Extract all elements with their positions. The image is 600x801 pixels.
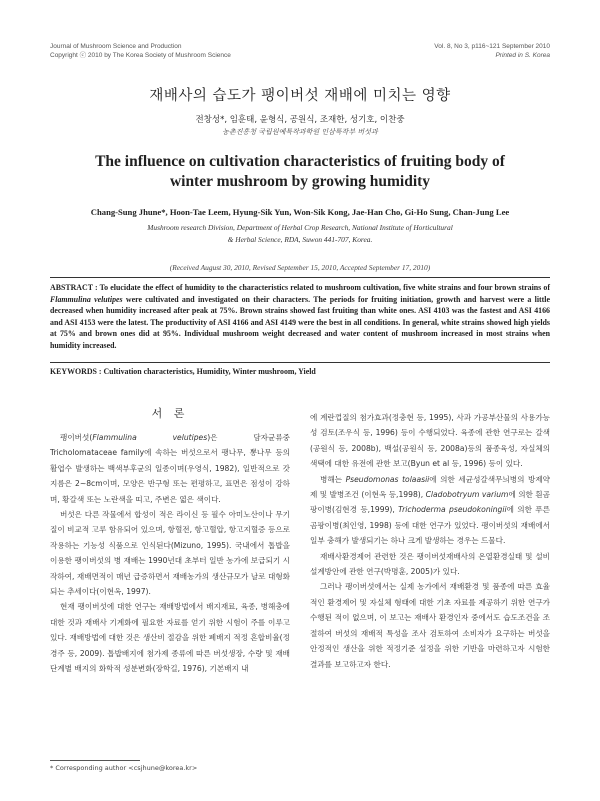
text-run: 에 의한 세균성갈색무늬병의 방제약제 및 발병조건 (이현옥 등,1998), — [310, 474, 550, 500]
journal-header — [50, 42, 231, 60]
paragraph: 그러나 팽이버섯에서는 실제 농가에서 재배환경 및 품종에 따른 효율적인 환경제어 및 자실체 형태에 대한 기초 자료를 제공하기 위한 연구가 수행된 적이 없으며, 이 보고는 재배사 환경인자 중에서도 습도조건을 조절하여 버섯의 재배적 특성을 조사 검토하여 소비자가 요구하는 버섯을 안정적인 생산을 위한 적정기준 설정을 위한 기반을 마련하고자 시험한 결과를 보고하고자 한다. — [310, 582, 550, 669]
species-name: Pseudomonas tolaasii — [345, 474, 430, 484]
text-run: 병해는 — [320, 474, 346, 484]
paragraph: 버섯은 다른 작물에서 합성이 적은 라이신 등 필수 아미노산이나 무기질이 비교적 고루 함유되어 있으며, 항혈전, 항고혈압, 항고지혈증 등으로 작용하는 기능성 식품으로 인식된다(Mizuno, 1995). 국내에서 톱밥을 이용한 팽이버섯의 병 재배는 1990년대 초부터 일반 농가에 보급되기 시작하여, 재배면적이 매년 급증하면서 재배농가의 생산규모가 날로 대형화되는 추세이다(이현옥, 1997). — [50, 510, 290, 597]
text-run: 팽이버섯( — [60, 433, 93, 442]
text-run: 에 의한 흰곰팡이병(김현경 등,1999), — [310, 490, 550, 515]
copyright-line: Copyright ⓒ 2010 by The Korea Society of Mushroom Science — [50, 52, 231, 59]
paragraph — [310, 472, 550, 549]
english-authors: Chang-Sung Jhune*, Hoon-Tae Leem, Hyung-Sik Yun, Won-Sik Kong, Jae-Han Cho, Gi-Ho Sung, Chan-Jung Lee — [90, 207, 510, 217]
abstract-top-rule — [50, 277, 550, 278]
species-name: Flammulina velutipes — [92, 433, 208, 442]
received-dates: (Received August 30, 2010, Revised September 15, 2010, Accepted September 17, 2010) — [169, 263, 431, 272]
volume-header — [434, 42, 550, 60]
affiliation-line-1: Mushroom research Division, Department of Herbal Crop Research, National Institute of Horticultural — [147, 223, 453, 232]
printed-line: Printed in S. Korea — [495, 52, 550, 59]
species-name: Trichoderma pseudokoningii — [398, 505, 507, 515]
abstract-species: Flammulina velutipes — [50, 294, 123, 304]
english-affiliation — [60, 222, 540, 246]
section-title: 서 론 — [151, 407, 189, 420]
paragraph — [50, 430, 290, 507]
right-column — [310, 410, 550, 672]
abstract-text-1: To elucidate the effect of humidity to the characteristics related to mushroom cultivation, five white strains and four brown strains of — [97, 283, 550, 292]
english-title: The influence on cultivation characteristics of fruiting body of winter mushroom by growing humidity — [95, 153, 505, 190]
corresponding-author-footnote: * Corresponding author <csjhune@korea.kr> — [50, 764, 198, 772]
volume-line: Vol. 8, No 3, p116~121 September 2010 — [434, 43, 550, 50]
affiliation-line-2: & Herbal Science, RDA, Suwon 441-707, Korea. — [227, 235, 373, 244]
abstract-text-2: were cultivated and investigated on their characters. The periods for fruiting initiation, growth and harvest were a little decreased when humidity increased after peak at 75%. Brown strains showed fast fruiting than white ones. ASI 4103 was the fastest and ASI 4166 and ASI 4153 were the latest. The productivity of ASI 4166 and ASI 4149 were the best in all conditions. In general, white strains showed high yields at 75% and brown ones did at 95%. Individual mushroom weight decreased and water content of mushroom increased in most strains when humidity increased. — [50, 294, 550, 350]
footnote-rule — [50, 760, 140, 761]
text-run: 에 의한 푸른곰팡이병(최인영, 1998) 등에 대한 연구가 있었다. 팽이버섯의 재배에서 일부 충해가 발생되기는 하나 크게 발생하는 경우는 드물다. — [310, 505, 550, 546]
abstract-label: ABSTRACT : — [50, 283, 98, 292]
korean-affiliation: 농촌진흥청 국립원예특작과학원 인삼특작부 버섯과 — [222, 128, 378, 136]
text-run: )은 담자균류중 Tricholomataceae family에 속하는 버섯으로서 팽나무, 뽕나무 등의 활엽수 발생하는 백색부후균의 일종이며(우영식, 1982), 일반적으로 갓 지름은 2~8cm이며, 모양은 반구형 또는 편평하고, 표면은 점성이 강하며, 황갈색 또는 노란색을 띠고, 주변은 엷은 색이다. — [50, 433, 291, 504]
journal-name: Journal of Mushroom Science and Production — [50, 43, 182, 50]
korean-authors: 전창성*, 임훈태, 윤형식, 공원식, 조재한, 성기호, 이찬중 — [195, 115, 405, 125]
species-name: Cladobotryum varium — [425, 490, 509, 500]
abstract-bottom-rule — [50, 362, 550, 363]
left-column — [50, 430, 290, 677]
paragraph: 현재 팽이버섯에 대한 연구는 재배방법에서 배지재료, 육종, 병해충에 대한 것과 재배사 기계화에 필요한 자료를 얻기 위한 시험이 주를 이루고 있다. 재배방법에 대한 것은 생산비 절감을 위한 폐배지 적정 혼합비율(정경주 등, 2009). 톱밥배지에 첨가제 종류에 따른 버섯생장, 수량 및 재배단계별 배지의 화학적 성분변화(장학길, 1976), 기본배지 내 — [50, 602, 290, 674]
paragraph: 에 계란껍질의 첨가효과(정충현 등, 1995), 사과 가공부산물의 사용가능성 검토(조우식 등, 1996) 등이 수행되었다. 육종에 관한 연구로는 갈색(공원식 등, 2008b), 백설(공원식 등, 2008a)등의 품종육성, 자실체의 색택에 대한 유전에 관한 보고(Byun et al 등, 1996) 등이 있다. — [310, 413, 550, 469]
abstract — [50, 282, 550, 352]
keywords: KEYWORDS : Cultivation characteristics, Humidity, Winter mushroom, Yield — [50, 367, 316, 376]
paragraph: 재배사환경제어 관련한 것은 팽이버섯재배사의 온열환경실태 및 설비설계방안에 관한 연구(박명훈, 2005)가 있다. — [310, 551, 550, 577]
korean-title: 재배사의 습도가 팽이버섯 재배에 미치는 영향 — [149, 88, 451, 104]
